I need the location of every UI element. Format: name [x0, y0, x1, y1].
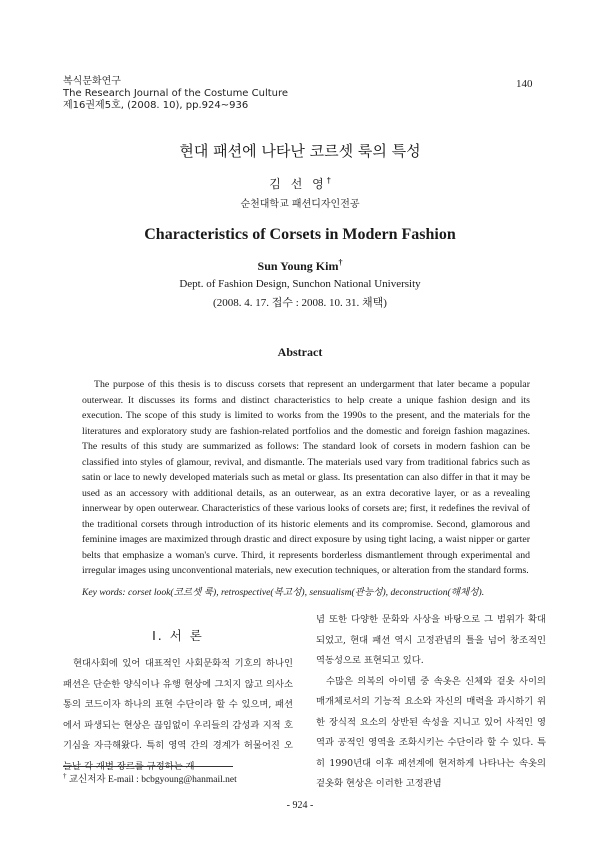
abstract-body: The purpose of this thesis is to discuss corsets that represent an undergarment that later became a popular outerwear. It discusses its forms and distinct characteristics to help create a unique fashion design and its execution. The scope of this study is limited to works from the 1990s to the present, and the materials for the literatures and exploratory study are fashion-related portfolios and the domestic and foreign fashion magazines. The results of this study are summarized as follows: The standard look of corsets in modern fashion can be classified into styles of glamour, revival, and dismantle. The materials used vary from traditional fabrics such as satin or lace to newly developed materials such as metal or glass. Its presentation can also differ in that it may be used as an accessory with additional details, as an outerwear, as an extra decorative layer, or as a revealing innerwear by open outerwear. Characteristics of these various looks of corsets are; first, it redefines the revival of the traditional corsets through introduction of its historic elements and its compromise. Second, glamorous and feminine images are maximized through drastic and direct exposure by using tight lacing, a waist nipper or garter belts that emphasize a woman's curve. Third, it represents borderless dismantlement through experimental and irregular images using unconventional materials, new execution techniques, or alteration from the standard forms. — [82, 379, 530, 576]
title-korean: 현대 패션에 나타난 코르셋 룩의 특성 — [179, 142, 421, 160]
keywords: Key words: corset look(코르셋 룩), retrospective(복고성), sensualism(관능성), deconstruction(해체성). — [82, 587, 485, 598]
footer-page-number: - 924 - — [286, 800, 314, 811]
body-column-left — [63, 654, 293, 777]
author-mark-ko: † — [326, 176, 331, 185]
journal-name-ko: 복식문화연구 — [63, 76, 121, 87]
title-english: Characteristics of Corsets in Modern Fashion — [144, 226, 456, 243]
journal-header — [63, 76, 288, 112]
intro-paragraph-2: 수많은 의복의 아이템 중 속옷은 신체와 겉옷 사이의 매개체로서의 기능적 요소와 자신의 매력을 과시하기 위한 장식적 요소의 상반된 속성을 지니고 있어 사적인 영역과 공적인 영역을 조화시키는 수단이라 할 수 있다. 특히 1990년대 이후 패션계에 현저하게 나타나는 속옷의 겉옷화 현상은 이러한 고정관념 — [316, 675, 546, 789]
volume-info: 제16권제5호, (2008. 10), pp.924~936 — [63, 100, 249, 111]
intro-paragraph-1-continued: 념 또한 다양한 문화와 사상을 바탕으로 그 범위가 확대되었고, 현대 패션 역시 고정관념의 틀을 넘어 창조적인 역동성으로 표현되고 있다. — [316, 614, 546, 666]
footnote-text: 교신저자 E-mail : bcbgyoung@hanmail.net — [68, 775, 237, 785]
corresponding-author-footnote — [63, 771, 237, 785]
section-heading-introduction: Ⅰ. 서 론 — [152, 628, 204, 643]
author-name-ko-text: 김 선 영 — [269, 177, 327, 191]
author-mark-en: † — [338, 258, 343, 267]
affiliation-ko: 순천대학교 패션디자인전공 — [240, 199, 360, 210]
abstract-heading: Abstract — [277, 345, 323, 359]
footnote-divider — [63, 766, 233, 767]
footnote-mark: † — [63, 771, 67, 780]
body-column-right — [316, 610, 546, 795]
author-name-en-text: Sun Young Kim — [257, 259, 339, 273]
received-accepted-dates: (2008. 4. 17. 접수 : 2008. 10. 31. 채택) — [213, 297, 387, 309]
author-name-ko — [0, 175, 600, 192]
journal-name-en: The Research Journal of the Costume Culture — [63, 88, 289, 99]
header-page-number: 140 — [516, 78, 533, 90]
intro-paragraph-1: 현대사회에 있어 대표적인 사회문화적 기호의 하나인 패션은 단순한 양식이나 유행 현상에 그치지 않고 의사소통의 코드이자 하나의 표현 수단이라 할 수 있으며, 패션에서 파생되는 현상은 끊임없이 우리들의 감성과 지적 호기심을 자극해왔다. 특히 영역 간의 경계가 허물어진 오늘날 각 개별 장르를 규정하는 개 — [63, 658, 293, 772]
affiliation-en: Dept. of Fashion Design, Sunchon National University — [179, 278, 421, 290]
author-name-en — [0, 258, 600, 274]
